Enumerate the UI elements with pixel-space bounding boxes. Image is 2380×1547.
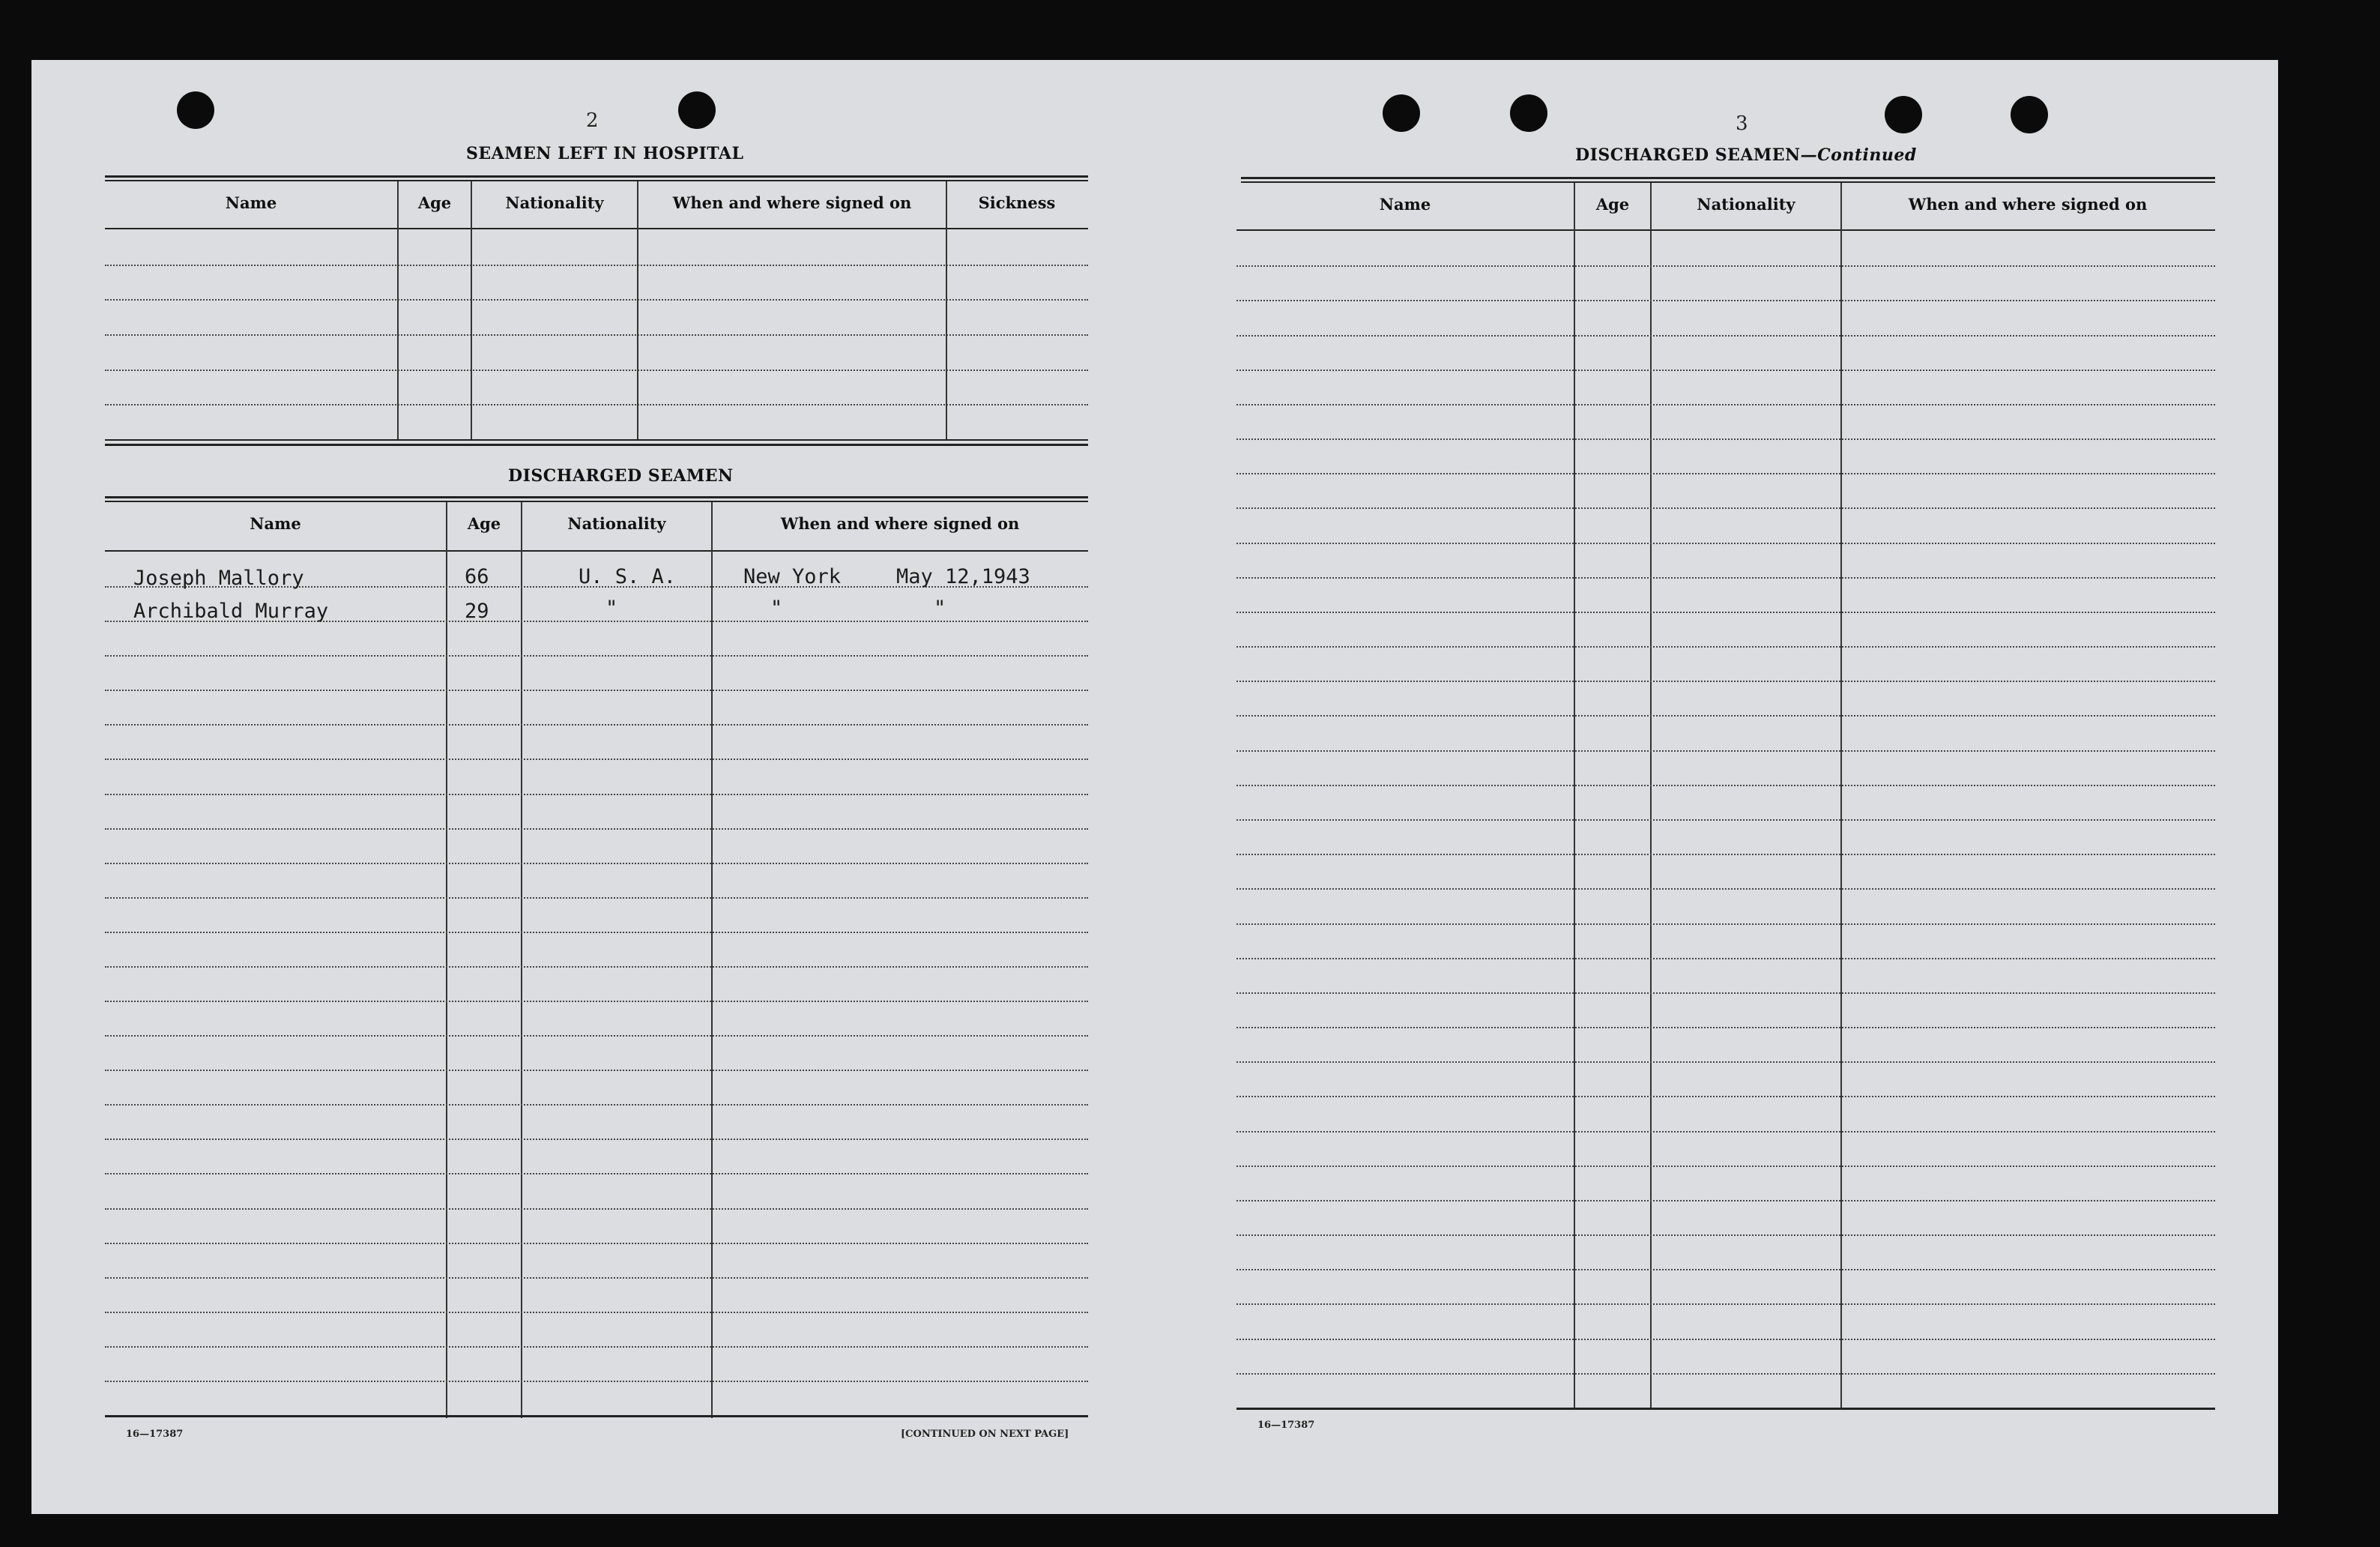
table-row [105,1035,1088,1037]
punch-hole [678,91,716,129]
title-continued: —Continued [1800,145,1917,165]
punch-hole [177,91,214,129]
table-row [1236,888,2215,890]
column-header-name: Name [225,193,277,212]
continued-note: [CONTINUED ON NEXT PAGE] [901,1429,1069,1440]
entry-age: 29 [465,600,489,623]
table-row [1236,1234,2215,1236]
table-row [1236,785,2215,786]
form-number: 16—17387 [1257,1420,1315,1431]
form-number: 16—17387 [126,1429,184,1440]
column-header-nationality: Nationality [1697,195,1795,214]
hospital-section-title: SEAMEN LEFT IN HOSPITAL [466,144,744,163]
table-row [105,1208,1088,1210]
punch-hole [2011,96,2048,133]
table-row [105,370,1088,371]
table-row [105,265,1088,266]
entry-nationality: " [605,597,618,620]
entry-name: Joseph Mallory [133,567,304,590]
column-header-signed-on: When and where signed on [672,193,912,212]
punch-hole [1510,94,1547,132]
table-row [1236,646,2215,648]
table-row [105,404,1088,405]
table-row [1236,715,2215,717]
table-row [1236,1373,2215,1375]
table-row [105,863,1088,864]
table-row [105,1277,1088,1279]
table-row [105,1104,1088,1106]
table-row [1236,681,2215,682]
column-header-name: Name [1379,195,1431,214]
table-row [105,897,1088,899]
column-header-nationality: Nationality [567,514,666,533]
column-header-age: Age [1595,195,1630,214]
entry-name: Archibald Murray [133,600,329,623]
column-header-signed-on: When and where signed on [780,514,1020,533]
discharged-continued-title [1575,145,1917,165]
entry-place: " [770,597,783,620]
table-row [105,1001,1088,1002]
table-row [1236,404,2215,405]
entry-date: " [934,597,946,620]
table-row [105,334,1088,336]
table-row [1236,1269,2215,1270]
table-row [1236,923,2215,925]
entry-nationality: U. S. A. [579,565,677,588]
table-row [1236,265,2215,267]
table-row [105,932,1088,933]
table-row [1236,1096,2215,1097]
table-row [1236,370,2215,371]
table-row [105,1346,1088,1348]
table-row [1236,1027,2215,1028]
punch-hole [1885,96,1922,133]
table-row [1236,335,2215,337]
table-row [105,1381,1088,1382]
title-main: DISCHARGED SEAMEN [1575,145,1801,165]
table-row [1236,543,2215,544]
document-sheet [31,60,2278,1514]
table-row [1236,612,2215,613]
column-header-signed-on: When and where signed on [1908,195,2148,214]
table-row [1236,577,2215,579]
table-row [105,299,1088,301]
table-row [105,794,1088,795]
page-number: 3 [1736,112,1748,135]
table-row [105,1243,1088,1244]
table-row [1236,854,2215,855]
table-row [1236,992,2215,994]
table-row [105,966,1088,968]
table-row [1236,958,2215,959]
column-header-age: Age [417,193,452,212]
table-row [1236,819,2215,821]
table-row [105,828,1088,830]
table-row [1236,1339,2215,1340]
entry-age: 66 [465,565,489,588]
table-row [105,724,1088,726]
table-row [1236,1061,2215,1063]
table-row [1236,1131,2215,1133]
table-row [1236,1200,2215,1201]
table-row [105,690,1088,691]
table-row [105,759,1088,760]
table-row [105,1173,1088,1174]
table-row [1236,1165,2215,1167]
table-row [105,1070,1088,1071]
table-row [1236,750,2215,752]
punch-hole [1383,94,1420,132]
column-header-age: Age [467,514,501,533]
column-header-nationality: Nationality [505,193,604,212]
entry-date: May 12,1943 [896,565,1030,588]
table-row [1236,1303,2215,1305]
table-row [105,1312,1088,1313]
entry-place: New York [743,565,842,588]
column-header-sickness: Sickness [978,193,1056,212]
table-row [105,655,1088,657]
column-header-name: Name [250,514,301,533]
table-row [105,1139,1088,1140]
table-row [1236,300,2215,301]
page-number: 2 [586,109,599,132]
table-row [1236,507,2215,509]
table-row [1236,473,2215,474]
discharged-section-title: DISCHARGED SEAMEN [508,466,734,486]
table-row [1236,438,2215,440]
